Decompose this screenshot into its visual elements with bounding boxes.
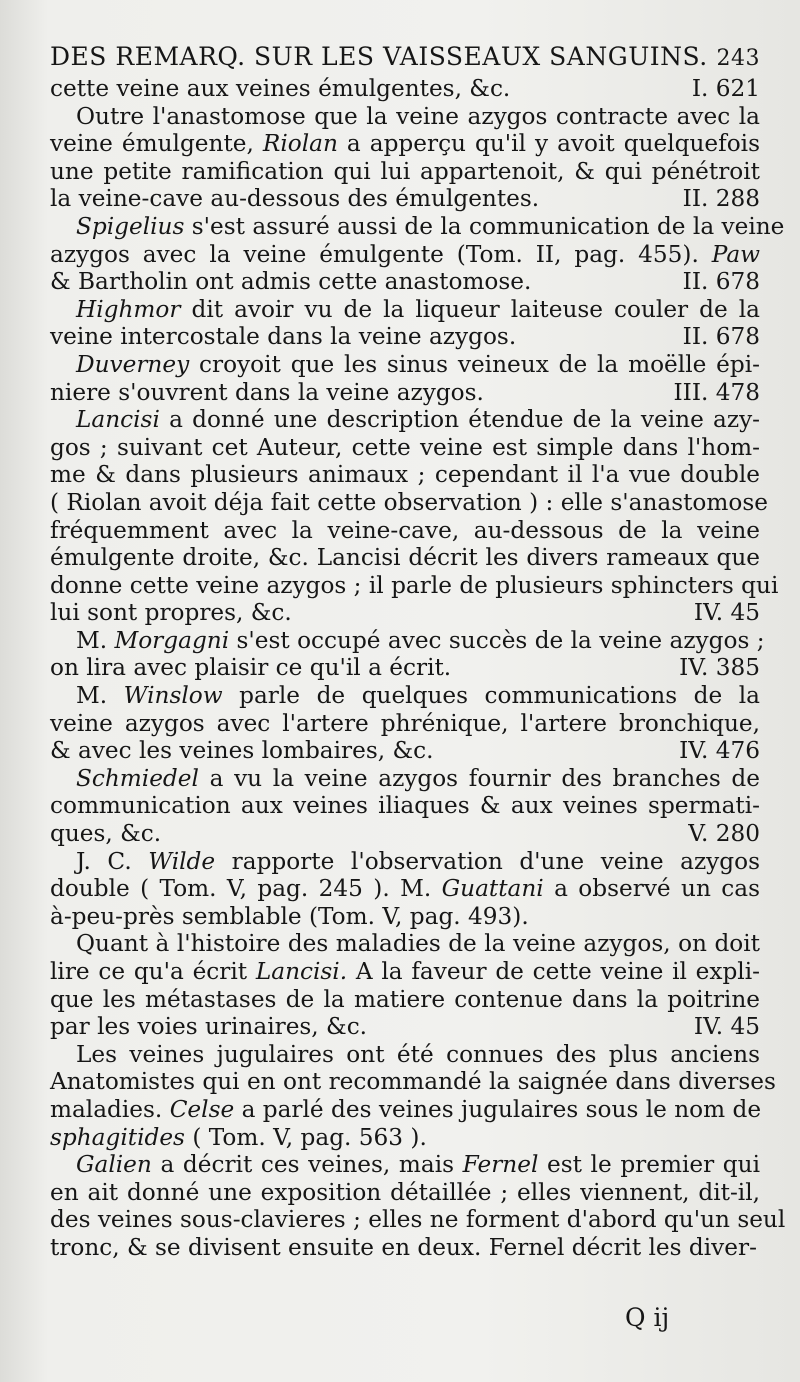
line-text: fréquemment avec la veine-cave, au-dessous de la veine <box>50 516 760 544</box>
paragraph <box>50 765 760 848</box>
text-line <box>50 103 760 131</box>
italic-name: Galien <box>76 1151 152 1179</box>
paragraph <box>50 682 760 765</box>
volume-page-reference: IV. 385 <box>679 654 760 682</box>
line-text: cette veine aux veines émulgentes, &c. <box>50 75 511 102</box>
line-text: on lira avec plaisir ce qu'il a écrit. <box>50 654 452 682</box>
text-line <box>50 158 760 186</box>
page-number: 243 <box>716 46 760 71</box>
paragraph <box>50 848 760 931</box>
line-text: M. <box>76 682 124 710</box>
text-line <box>50 1041 760 1069</box>
italic-name: Schmiedel <box>76 764 199 792</box>
paragraph <box>50 212 785 296</box>
line-text: rapporte l'observation d'une veine azygos <box>215 847 760 875</box>
volume-page-reference: III. 478 <box>673 378 760 406</box>
text-line <box>50 986 760 1014</box>
italic-name: Highmor <box>76 295 181 323</box>
italic-name: Riolan <box>262 130 338 158</box>
line-text: lire ce qu'a écrit <box>50 958 256 985</box>
paragraph <box>50 930 760 1040</box>
text-line <box>50 241 760 269</box>
volume-page-reference: IV. 45 <box>693 599 760 627</box>
italic-name: Duverney <box>76 350 190 378</box>
volume-page-reference: II. 678 <box>682 323 760 351</box>
volume-page-reference: V. 280 <box>688 820 760 848</box>
italic-name: Morgagni <box>114 626 230 654</box>
text-line <box>50 1206 786 1234</box>
text-line <box>50 461 760 489</box>
volume-page-reference: II. 678 <box>682 268 760 296</box>
line-text: ques, &c. <box>50 820 162 848</box>
line-text: en ait donné une exposition détaillée ; elles viennent, dit-il, <box>50 1178 760 1206</box>
text-line <box>50 406 760 434</box>
line-text: croyoit que les sinus veineux de la moëlle épi- <box>189 350 760 378</box>
text-line <box>50 1234 760 1262</box>
line-text: donne cette veine azygos ; il parle de plusieurs sphincters qui <box>50 571 779 599</box>
text-line <box>50 792 760 820</box>
text-line <box>50 571 779 600</box>
line-text: Quant à l'histoire des maladies de la veine azygos, on doit <box>76 930 760 958</box>
line-text: parle de quelques communications de la <box>222 682 761 710</box>
text-line <box>50 1179 760 1207</box>
text-line <box>50 710 760 738</box>
italic-name: Celse <box>169 1095 235 1123</box>
paragraph <box>50 1151 786 1261</box>
text-line <box>50 351 760 379</box>
running-header <box>50 42 760 71</box>
text-line <box>50 517 760 545</box>
volume-page-reference: II. 288 <box>682 185 760 213</box>
paragraph <box>50 296 760 351</box>
text-line <box>50 488 768 517</box>
line-text: veine intercostale dans la veine azygos. <box>50 323 517 351</box>
line-text: Outre l'anastomose que la veine azygos contracte avec la <box>76 102 760 130</box>
line-text: niere s'ouvrent dans la veine azygos. <box>50 378 484 406</box>
line-text: maladies. <box>50 1095 170 1123</box>
line-text: double ( Tom. V, pag. 245 ). M. <box>50 875 442 903</box>
running-title: DES REMARQ. SUR LES VAISSEAUX SANGUINS. <box>50 42 708 71</box>
volume-page-reference: IV. 476 <box>679 737 760 765</box>
body-text <box>50 75 786 1262</box>
text-line-with-reference <box>50 1013 760 1041</box>
text-line <box>50 1124 760 1152</box>
line-text: à-peu-près semblable (Tom. V, pag. 493). <box>50 902 529 930</box>
line-text: & avec les veines lombaires, &c. <box>50 737 434 765</box>
text-line <box>50 544 760 572</box>
italic-name: Fernel <box>462 1151 539 1179</box>
line-text: me & dans plusieurs animaux ; cependant il l'a vue double <box>50 461 760 489</box>
text-line-with-reference <box>50 185 760 213</box>
paragraph <box>50 75 760 103</box>
volume-page-reference: IV. 45 <box>693 1013 760 1041</box>
line-text: par les voies urinaires, &c. <box>50 1013 368 1041</box>
line-text: une petite ramification qui lui appartenoit, & qui pénétroit <box>50 157 760 185</box>
paragraph <box>50 103 760 213</box>
text-line <box>50 1151 760 1179</box>
line-text: a observé un cas <box>543 875 760 903</box>
text-line-with-reference <box>50 599 760 627</box>
text-line-with-reference <box>50 379 760 407</box>
text-line <box>50 1068 776 1096</box>
paragraph <box>50 1040 776 1151</box>
line-text: a parlé des veines jugulaires sous le nom de <box>234 1095 762 1123</box>
text-line <box>50 930 760 958</box>
text-line <box>50 903 760 931</box>
line-text: émulgente droite, &c. Lancisi décrit les divers rameaux que <box>50 544 760 572</box>
paragraph <box>50 351 760 406</box>
volume-page-reference: I. 621 <box>691 75 760 102</box>
line-text: des veines sous-clavieres ; elles ne forment d'abord qu'un seul <box>50 1206 786 1234</box>
line-text: est le premier qui <box>538 1151 760 1179</box>
text-line-with-reference <box>50 75 760 103</box>
italic-name: Lancisi <box>76 406 160 434</box>
line-text: ( Tom. V, pag. 563 ). <box>184 1123 427 1151</box>
line-text: ( Riolan avoit déja fait cette observation ) : elle s'anastomose <box>50 488 768 516</box>
line-text: s'est assuré aussi de la communication de la veine <box>184 212 785 240</box>
paragraph <box>50 626 765 682</box>
italic-name: sphagitides <box>50 1123 185 1151</box>
text-line <box>50 1096 760 1124</box>
line-text: veine azygos avec l'artere phrénique, l'artere bronchique, <box>50 709 760 737</box>
line-text: dit avoir vu de la liqueur laiteuse couler de la <box>180 295 760 323</box>
signature-mark: Q ij <box>625 1303 670 1332</box>
text-line <box>50 130 760 158</box>
paragraph <box>50 406 779 627</box>
line-text: azygos avec la veine émulgente (Tom. II, pag. 455). <box>50 240 712 268</box>
text-line <box>50 848 760 876</box>
text-line-with-reference <box>50 654 760 682</box>
text-line <box>50 682 760 710</box>
line-text: a vu la veine azygos fournir des branches de <box>198 764 760 792</box>
text-line <box>50 765 760 793</box>
line-text: tronc, & se divisent ensuite en deux. Fernel décrit les diver- <box>50 1233 757 1261</box>
line-text: que les métastases de la matiere contenue dans la poitrine <box>50 985 760 1013</box>
text-line-with-reference <box>50 820 760 848</box>
line-text: Les veines jugulaires ont été connues des plus anciens <box>76 1040 760 1068</box>
line-text: la veine-cave au-dessous des émulgentes. <box>50 185 540 213</box>
line-text: a décrit ces veines, mais <box>151 1151 463 1179</box>
line-text: s'est occupé avec succès de la veine azygos ; <box>229 626 765 654</box>
text-line <box>50 958 760 986</box>
line-text: gos ; suivant cet Auteur, cette veine est simple dans l'hom- <box>50 433 760 461</box>
line-text: & Bartholin ont admis cette anastomose. <box>50 268 532 296</box>
text-line <box>50 434 760 462</box>
line-text: veine émulgente, <box>50 130 263 158</box>
text-line-with-reference <box>50 737 760 765</box>
text-line <box>50 296 760 324</box>
text-line <box>50 212 785 241</box>
line-text: A la faveur de cette veine il expli- <box>347 958 760 985</box>
italic-name: Spigelius <box>76 212 185 240</box>
italic-name: Wilde <box>148 847 216 875</box>
line-text: communication aux veines iliaques & aux veines spermati- <box>50 792 760 820</box>
text-line <box>50 875 760 903</box>
italic-name: Lancisi. <box>255 958 348 985</box>
line-text: M. <box>76 626 115 654</box>
italic-name: Winslow <box>123 682 223 710</box>
text-line-with-reference <box>50 268 760 296</box>
italic-name: Guattani <box>441 875 544 903</box>
text-line <box>50 626 765 655</box>
line-text: Anatomistes qui en ont recommandé la saignée dans diverses <box>50 1068 776 1096</box>
text-line-with-reference <box>50 323 760 351</box>
italic-name: Paw <box>711 240 760 268</box>
line-text: J. C. <box>76 847 149 875</box>
line-text: a donné une description étendue de la veine azy- <box>159 406 760 434</box>
line-text: a apperçu qu'il y avoit quelquefois <box>337 130 760 158</box>
line-text: lui sont propres, &c. <box>50 599 292 627</box>
